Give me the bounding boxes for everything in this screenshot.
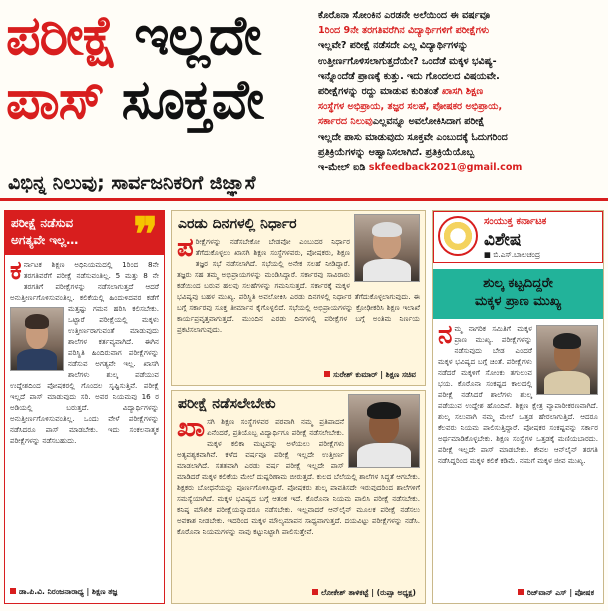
intro-line: ಇಲ್ಲದೇ ಪಾಸು ಮಾಡುವುದು ಸೂಕ್ತವೇ ಎಂಬುದಕ್ಕೆ ಓದುಗರಿಂದ bbox=[318, 131, 508, 143]
intro-line: ಇಲ್ಲವೇ? ಪರೀಕ್ಷೆ ನಡೆಸದೇ ಎಲ್ಲ ವಿದ್ಯಾರ್ಥಿಗಳನ್ನು bbox=[318, 40, 469, 52]
column-heading: ಎರಡು ದಿನಗಳಲ್ಲಿ ನಿರ್ಧಾರ bbox=[178, 216, 297, 232]
divider-rule bbox=[0, 198, 608, 201]
column-heading-line2: ಮಕ್ಕಳ ಪ್ರಾಣ ಮುಖ್ಯ bbox=[474, 294, 562, 309]
column-text: ಮ್ಮ ನಾಗರಿಕ ಸಮಿತಿಗೆ ಮಕ್ಕಳ ಪ್ರಾಣ ಮುಖ್ಯ. ಪರೀಕ್ಷೆಗಳನ್ನು ನಡೆಸುವುದು ಬೇಡ ಎಂದರೆ ಮಕ್ಕಳ ಭವಿಷ್ಯದ bbox=[438, 324, 532, 366]
column-heading-line1: ಪರೀಕ್ಷೆ ನಡೆಸುವ bbox=[11, 216, 74, 230]
badge-brand: ಸಂಯುಕ್ತ ಕರ್ನಾಟಕ bbox=[484, 216, 547, 227]
intro-line bbox=[318, 84, 602, 99]
headline-black-word: ಇಲ್ಲದೇ bbox=[134, 4, 261, 67]
intro-highlight: ಸರ್ಕಾರದ ನಿಲುವು bbox=[318, 116, 373, 128]
headline-red-word: ಪರೀಕ್ಷೆ bbox=[6, 4, 117, 67]
quote-mark-icon: ❞ bbox=[133, 207, 158, 261]
column-text: ರ್ನಾಟಕ ಶಿಕ್ಷಣ ಅಧಿನಿಯಮದಲ್ಲಿ 1ರಿಂದ 8ನೇ ತರಗತಿವರೆಗೆ ಪರೀಕ್ಷೆ ನಡೆಸುವಂತಿಲ್ಲ. 5 ಮತ್ತು 8 ನೇ ತರಗತಿಗೆ ಪರೀಕ್ಷೆಗಳನ್ನು ನಡೆಸಲಾಗುತ್ತದೆ ಆದರೆ ಅನುತ್ತೀರ್ಣಗೊಳಿಸುವಂತಿಲ್ಲ. ಕಲಿಕೆಯಲ್ಲಿ ಹಿಂದುಳಿದವರ ಕಡೆಗೆ bbox=[10, 260, 159, 302]
special-badge bbox=[433, 211, 603, 263]
column-text: ಮತ್ತಷ್ಟು ಗಮನ ಹರಿಸಿ ಕಲಿಸಬೇಕು. ಒಟ್ಟಾರೆ ಪರೀಕ್ಷೆಯಲ್ಲಿ ಮಕ್ಕಳು ಉತ್ತೀರ್ಣರಾಗುವಂತೆ ಮಾಡುವುದು ಶಾಲೆಗಳ ಕರ್ತವ್ಯವಾಗಿದೆ. ಈಗಿನ ಪರಿಸ್ಥಿತಿ ಹಿಂದಿರುವಾಗ ಪರೀಕ್ಷೆಗಳನ್ನು ನಡೆಸುವ ಅಗತ್ಯವೇ ಇಲ್ಲ. ಖಾಸಗಿ ಶಾಲೆಗಳು ಶುಲ್ಕ ಪಡೆಯುವ ಉದ್ದೇಶದಿಂದ ಪೋಷಕರಲ್ಲಿ ಗೊಂದಲ ಸೃಷ್ಟಿಸುತ್ತಿವೆ. ಪರೀಕ್ಷೆ ಇಲ್ಲದೆ ಪಾಸ್ ಮಾಡುವುದು ಸರಿ. ಅವರ ನಿಯಮವು 16 ರ ಅಡಿಯಲ್ಲಿ ಬರುತ್ತದೆ. ವಿದ್ಯಾರ್ಥಿಗಳನ್ನು ಅನುತ್ತೀರ್ಣಗೊಳಿಸುವಂತಿಲ್ಲ. ಒಂದು ವೇಳೆ ಪರೀಕ್ಷೆಗಳನ್ನು ನಡೆಸಿದರೂ ಪಾಸ್ ಮಾಡಬೇಕು. ಇದು ಸಂಕಲನಾತ್ಮಕ ಪರೀಕ್ಷೆಗಳನ್ನು ನಡೆಸಬಹುದು. bbox=[10, 304, 159, 445]
column-heading bbox=[433, 269, 603, 319]
intro-text: ಇ-ಮೇಲ್ ಐಡಿ bbox=[318, 162, 366, 174]
intro-line: ಪ್ರತಿಕ್ರಿಯೆಗಳನ್ನು ಆಹ್ವಾನಿಸಲಾಗಿದೆ. ಪ್ರತಿಕ್ರಿಯೆಯೊಬ್ಬ bbox=[318, 146, 475, 158]
intro-line: 1ರಿಂದ 9ನೇ ತರಗತಿವರೆಗಿನ ವಿದ್ಯಾರ್ಥಿಗಳಿಗೆ ಪರೀಕ್ಷೆಗಳು bbox=[318, 25, 490, 37]
intro-line: ಇನ್ನೊಂದೆಡೆ ಪ್ರಾಣಕ್ಕೆ ಕುತ್ತು. ಇದು ಗೊಂದಲದ ವಿಷಯವೇ. bbox=[318, 70, 500, 82]
intro-line: ಕೊರೊನಾ ಸೋಂಕಿನ ಎರಡನೇ ಅಲೆಯಿಂದ ಈ ವರ್ಷವೂ bbox=[318, 10, 491, 21]
author-signature bbox=[307, 586, 421, 600]
newspaper-logo-icon bbox=[438, 216, 478, 256]
column-text: ಸಗಿ ಶಿಕ್ಷಣ ಸಂಸ್ಥೆಗಳವರ ಪರವಾಗಿ ನಮ್ಮ ಪ್ರತಿಪಾದನೆ ಏನೆಂದರೆ, ಪ್ರತಿಯೊಬ್ಬ ವಿದ್ಯಾರ್ಥಿಗೂ ಪರೀಕ್ಷೆ ನಡೆಸಲೇಬೇಕು. ಮಕ್ಕಳ ಕಲಿಕಾ ಮಟ್ಟವನ್ನು ಅಳೆಯಲು ಪರೀಕ್ಷೆಗಳು ಅತ್ಯವಶ್ಯಕವಾಗಿವೆ. ಕಳೆದ ವರ್ಷವೂ ಪರೀಕ್ಷೆ ಇಲ್ಲದೇ ಉತ್ತೀರ್ಣ ಮಾಡಲಾಗಿದೆ. ಸತತವಾಗಿ ಎರಡು ವರ್ಷ ಪರೀಕ್ಷೆ ಇಲ್ಲದೇ ಪಾಸ್ ಮಾಡಿದರೆ ಮಕ್ಕಳ ಕಲಿಕೆಯ ಮೇಲೆ ದುಷ್ಪರಿಣಾಮ ಬೀರುತ್ತದೆ. ಕುಲದ ಬೆಲೆಯಲ್ಲಿ ಶಾಲೆಗಳ ಸಿದ್ಧತೆ ಆಗಬೇಕು. ಶಿಕ್ಷಕರು ಬೋಧನೆಯನ್ನು ಪೂರ್ಣಗೊಳಿಸಿದ್ದಾರೆ. ಪೋಷಕರು ಶುಲ್ಕ ಪಾವತಿಸದೇ ಇರುವುದರಿಂದ ಶಾಲೆಗಳಿಗೆ ಸಮಸ್ಯೆಯಾಗಿದೆ. ಮಕ್ಕಳ ಭವಿಷ್ಯದ ಬಗ್ಗೆ ಆತಂಕ ಇದೆ. ಕೊರೊನಾ ನಿಯಮ ಪಾಲಿಸಿ ಪರೀಕ್ಷೆ ನಡೆಸಬೇಕು. ಕನಿಷ್ಠ ಮೌಖಿಕ ಪರೀಕ್ಷೆಯನ್ನಾದರೂ ನಡೆಸಬೇಕು. ಇಲ್ಲವಾದರೆ ಆನ್‌ಲೈನ್ ಮೂಲಕ ಪರೀಕ್ಷೆ ನಡೆಸಲು ಅವಕಾಶ ನೀಡಬೇಕು. ಇದರಿಂದ ಮಕ್ಕಳ ಮೌಲ್ಯಮಾಪನ ಸಾಧ್ಯವಾಗುತ್ತದೆ. ದಯವಿಟ್ಟು ಪರೀಕ್ಷೆಗಳನ್ನು ನಡೆಸಿ. ಕೊರೊನಾ ನಿಯಮಗಳನ್ನು ನಾವು ಕಟ್ಟುನಿಟ್ಟಾಗಿ ಪಾಲಿಸುತ್ತೇವೆ. bbox=[177, 417, 420, 536]
author-photo bbox=[536, 325, 598, 395]
column-body bbox=[172, 414, 425, 541]
author-name: ರಿಜ್‌ವಾನ್ ಎಸ್ bbox=[526, 588, 567, 597]
intro-paragraph bbox=[318, 8, 602, 175]
intro-line: ಸಂಸ್ಥೆಗಳ ಅಭಿಪ್ರಾಯ, ತಜ್ಞರ ಸಲಹೆ, ಪೋಷಕರ ಅಭಿಪ್ರಾಯ, bbox=[318, 101, 503, 113]
author-name: ಸುರೇಶ್ ಕುಮಾರ್ bbox=[333, 370, 378, 379]
column-text: ರೀಕ್ಷೆಗಳನ್ನು ನಡೆಸಬೇಕೋ ಬೇಡವೋ ಎಂಬುದರ ನಿರ್ಧಾರ ತೆಗೆದುಕೊಳ್ಳಲು ಖಾಸಗಿ ಶಿಕ್ಷಣ ಸಂಸ್ಥೆಗಳವರು, ಪೋಷಕರು, ಶಿಕ್ಷಣ ತಜ್ಞರ ಸಭೆ ನಡೆಸಲಾಗಿದೆ. ಸಭೆಯಲ್ಲಿ ಅನೇಕ ಸಲಹೆ ನೀಡಿದ್ದಾರೆ. ತಜ್ಞರು ಸಹ ತಮ್ಮ ಅಭಿಪ್ರಾಯಗಳನ್ನು ಮಂಡಿಸಿದ್ದಾರೆ. ಸರ್ಕಾರವು ಸಾವಿರಾರು ಕಡೆಯಿಂದ ಬರುವ ಹಲವು ಸಲಹೆಗಳನ್ನು ಗಮನಿಸುತ್ತದೆ. ಸರ್ಕಾರಕ್ಕೆ ಮಕ್ಕಳ ಭವಿಷ್ಯವು ಬಹಳ ಮುಖ್ಯ. ಪರಿಸ್ಥಿತಿ ಅವಲೋಕಿಸಿ ಎರಡು ದಿನಗಳಲ್ಲಿ ನಿರ್ಧಾರ ತೆಗೆದುಕೊಳ್ಳಲಾಗುವುದು. ಈ ಬಗ್ಗೆ ಸರ್ಕಾರವು ಸೂಕ್ತ ತೀರ್ಮಾನ ಕೈಗೊಳ್ಳಲಿದೆ. ಸಭೆಯಲ್ಲಿ ಅಭಿಪ್ರಾಯಗಳನ್ನು ಕ್ರೋಢೀಕರಿಸಿ ಶಿಕ್ಷಣ ಇಲಾಖೆ ಕಾರ್ಯಪ್ರವೃತ್ತವಾಗುತ್ತದೆ. ಮುಂದಿನ ಎರಡು ದಿನಗಳಲ್ಲಿ ಪರೀಕ್ಷೆಗಳ ಬಗ್ಗೆ ಅಂತಿಮ ನಿರ್ಣಯ ಪ್ರಕಟಿಸಲಾಗುವುದು. bbox=[177, 237, 420, 334]
column-heading bbox=[5, 207, 164, 261]
column-body bbox=[172, 234, 425, 339]
author-signature bbox=[513, 586, 599, 600]
author-role: | ಶಿಕ್ಷಣ ಸಚಿವ bbox=[380, 370, 416, 379]
opinion-column-right bbox=[432, 210, 604, 604]
column-body bbox=[433, 319, 603, 470]
author-role: | ಪೋಷಕ bbox=[569, 588, 594, 597]
opinion-column-mid-top bbox=[171, 210, 426, 386]
headline-line2 bbox=[6, 68, 306, 132]
author-name: ಡಾ.ಪಿ.ವಿ. ನಿರಂಜನಾರಾಧ್ಯ bbox=[19, 587, 84, 596]
column-body bbox=[5, 255, 164, 450]
headline-red-word-2: ಪಾಸ್ bbox=[6, 68, 104, 131]
opinion-column-mid-bottom bbox=[171, 390, 426, 604]
author-photo bbox=[348, 394, 420, 468]
author-name: ಲೋಕೇಶ್ ತಾಳಿಕಟ್ಟೆ bbox=[321, 588, 369, 597]
column-heading: ಪರೀಕ್ಷೆ ನಡೆಸಲೇಬೇಕು bbox=[178, 396, 276, 412]
column-heading-line2: ಅಗತ್ಯವೇ ಇಲ್ಲ… bbox=[11, 233, 79, 247]
drop-cap: ಕ bbox=[10, 256, 22, 286]
headline-black-word-2: ಸೂಕ್ತವೇ bbox=[121, 68, 264, 131]
intro-line bbox=[318, 114, 602, 129]
subheadline: ವಿಭಿನ್ನ ನಿಲುವು; ಸಾರ್ವಜನಿಕರಿಗೆ ಜಿಜ್ಞಾಸೆ bbox=[8, 172, 256, 194]
badge-title: ವಿಶೇಷ bbox=[484, 230, 522, 250]
intro-line: ಉತ್ತೀರ್ಣಗೊಳಿಸಲಾಗುತ್ತದೆಯೇ? ಒಂದೆಡೆ ಮಕ್ಕಳ ಭವಿಷ್ಯ- bbox=[318, 55, 497, 67]
author-role: | ಶಿಕ್ಷಣ ತಜ್ಞ bbox=[86, 587, 118, 596]
badge-byline: ■ ಬಿ.ಎಸ್.ಬಾಲಚಂದ್ರ bbox=[484, 250, 540, 259]
author-photo bbox=[354, 214, 420, 282]
drop-cap: ಖಾ bbox=[177, 413, 206, 443]
drop-cap: ಪ bbox=[177, 233, 194, 263]
headline-line1 bbox=[6, 4, 306, 68]
headline bbox=[6, 4, 306, 132]
author-signature bbox=[5, 585, 122, 599]
author-role: | (ರುಪ್ಸಾ ಅಧ್ಯಕ್ಷ) bbox=[371, 588, 416, 597]
intro-text: ಎಲ್ಲವನ್ನೂ ಅವಲೋಕಿಸಿದಾಗ ಪರೀಕ್ಷೆ bbox=[372, 116, 485, 128]
intro-highlight: ಖಾಸಗಿ ಶಿಕ್ಷಣ bbox=[441, 86, 484, 98]
feedback-email-link[interactable]: skfeedback2021@gmail.com bbox=[368, 162, 523, 174]
drop-cap: ನ bbox=[438, 320, 453, 350]
author-photo bbox=[10, 307, 64, 371]
column-heading-line1: ಶುಲ್ಕ ಕಟ್ಟದಿದ್ದರೇ bbox=[483, 276, 553, 291]
intro-text: ಪರೀಕ್ಷೆಗಳನ್ನು ರದ್ದು ಮಾಡುವ ಕುರಿತಂತೆ bbox=[318, 86, 439, 98]
opinion-column-left bbox=[4, 207, 165, 604]
column-text: ಬಗ್ಗೆ ಚಿಂತೆ. ಪರೀಕ್ಷೆಗಳು ನಡೆದರೆ ಮಕ್ಕಳಿಗೆ ಸೋಂಕು ತಗುಲುವ ಭಯ. ಕೊರೊನಾ ಸಂಕಷ್ಟದ ಕಾಲದಲ್ಲಿ ಪರೀಕ್ಷೆ ನಡೆಸಿದರೆ ಶಾಲೆಗಳು ಶುಲ್ಕ ಪಡೆಯುವ ಉದ್ದೇಶ ಹೊಂದಿವೆ. ಶಿಕ್ಷಣ ಕ್ಷೇತ್ರ ವ್ಯಾಪಾರೀಕರಣವಾಗಿದೆ. ಶುಲ್ಕ ಸಲುವಾಗಿ ನಮ್ಮ ಮೇಲೆ ಒತ್ತಡ ಹೇರಲಾಗುತ್ತಿದೆ. ಆದರೂ ಕೆಲವರು ನಿಯಮ ಪಾಲಿಸುತ್ತಿದ್ದಾರೆ. ಪೋಷಕರ ಸಂಕಷ್ಟವನ್ನು ಸರ್ಕಾರ ಅರ್ಥಮಾಡಿಕೊಳ್ಳಬೇಕು. ಶಿಕ್ಷಣ ಸಂಸ್ಥೆಗಳ ಒತ್ತಡಕ್ಕೆ ಮಣಿಯಬಾರದು. ಪರೀಕ್ಷೆ ಇಲ್ಲದೇ ಪಾಸ್ ಮಾಡಬೇಕು. ಕೇವಲ ಆನ್‌ಲೈನ್ ತರಗತಿ ನಡೆಸಿದ್ದರಿಂದ ಮಕ್ಕಳ ಕಲಿಕೆ ಕಡಿಮೆ. ನಮಗೆ ಮಕ್ಕಳ ಜೀವ ಮುಖ್ಯ. bbox=[438, 357, 598, 465]
author-signature bbox=[319, 368, 421, 382]
